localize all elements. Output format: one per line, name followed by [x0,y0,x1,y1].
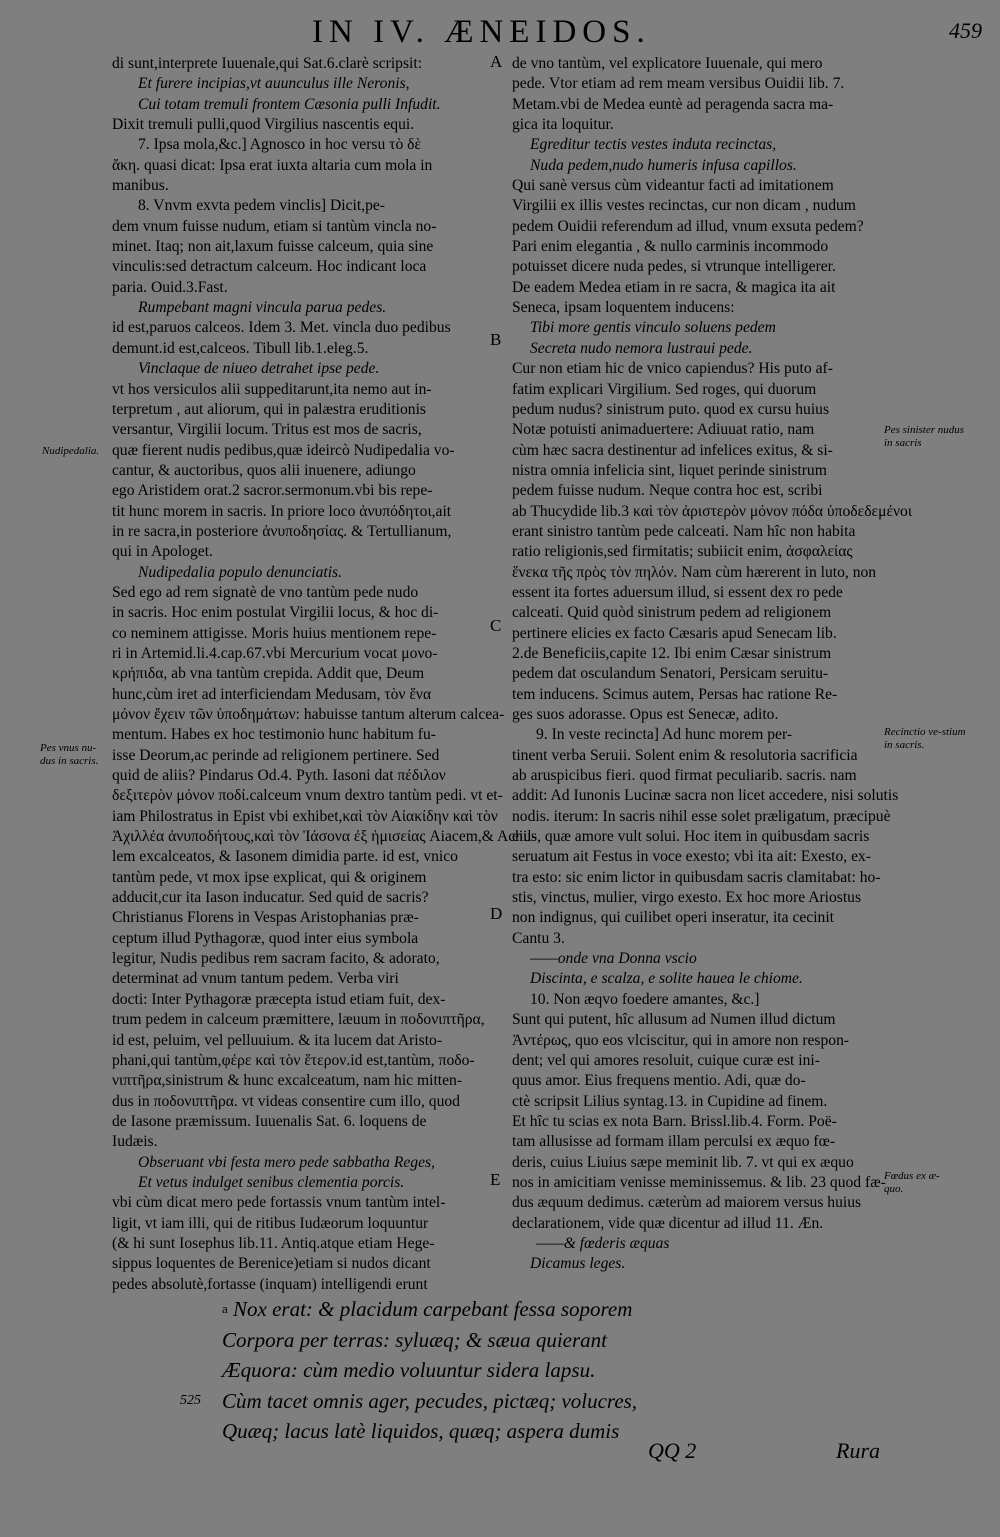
text-line: hunc,cùm iret ad interficiendam Medusam, τὸν ἕνα [112,685,432,703]
text-line: Tibi more gentis vinculo soluens pedem [530,319,776,337]
text-line: Cur non etiam hic de vnico capiendus? His puto af- [512,360,833,378]
text-line: tantùm pede, vt mox ipse explicat, qui & originem [112,868,427,886]
text-line: Egreditur tectis vestes induta recinctas, [530,136,777,154]
text-line: phani,qui tantùm,φέρε καὶ τὸν ἕτερον.id est,tantùm, ποδο- [112,1051,475,1069]
text-line: νιπτῆρα,sinistrum & hunc excalceatum, nam hic mitten- [112,1072,463,1090]
text-line: legitur, Nudis pedibus rem sacram facito, & adorato, [112,950,440,968]
text-line: ab Thucydide lib.3 καὶ τὸν ἀριστερὸν μόνον πόδα ὑποδεδεμένοι [512,502,913,520]
text-line: Et furere incipias,vt auunculus ille Neronis, [138,75,410,93]
text-line: cùm hæc sacra destinentur ad infelices exitus, & si- [512,441,833,459]
text-line: lem excalceatos, & Iasonem dimidia parte. id est, vnico [112,848,458,866]
footnote-mark: a [222,1301,228,1316]
text-line: 8. Vnvm exvta pedem vinclis] Dicit,pe- [138,197,385,215]
text-line: (& hi sunt Iosephus lib.11. Antiq.atque etiam Hege- [112,1234,435,1252]
text-line: pedem dat osculandum Senatori, Persicam seruitu- [512,665,829,683]
text-line: cantur, & auctoribus, quos alii inuenere, adiungo [112,461,416,479]
text-line: Virgilii ex illis vestes recinctas, cur non dicam , nudum [512,197,856,215]
page-number: 459 [949,18,982,43]
text-line: Cui totam tremuli frontem Cæsonia pulli Infudit. [138,95,441,113]
section-marker-c: C [490,616,502,635]
verse-line: Æquora: cùm medio voluuntur sidera lapsu. [222,1358,596,1382]
catchword: Rura [836,1438,880,1463]
text-line: μόνον ἔχειν τῶν ὑποδημάτων: habuisse tantum alterum calcea- [112,706,505,723]
text-line: declarationem, vide quæ dicentur ad illud 11. Æn. [512,1214,824,1232]
text-line: vinculis:sed detractum calceum. Hoc indicant loca [112,258,427,276]
verse-line: Quæq; lacus latè liquidos, quæq; aspera dumis [222,1419,620,1443]
margin-note-foedus: Fœdus ex æ-quo. [884,1170,940,1195]
verse-line-number: 525 [180,1392,201,1408]
left-column [112,54,537,1295]
text-line: sippus loquentes de Berenice)etiam si nudos dicant [112,1255,431,1273]
text-line: qui in Apologet. [112,543,213,561]
text-line: mentum. Habes ex hoc testimonio hunc habitum fu- [112,726,436,744]
text-line: Qui sanè versus cùm videantur facti ad imitationem [512,177,834,195]
text-line: stis, vinctus, mulier, virgo exesto. Ex hoc more Ariostus [512,889,862,907]
text-line: Notæ potuisti animaduertere: Adiuuat ratio, nam [512,421,815,439]
text-line: de vno tantùm, vel explicatore Iuuenale, qui mero [512,55,823,72]
text-line: Discinta, e scalza, e solite hauea le chiome. [530,970,803,988]
text-line: adducit,cur ita Iason inducatur. Sed quid de sacris? [112,889,429,907]
text-line: Sunt qui putent, hîc allusum ad Numen illud dictum [512,1011,836,1029]
margin-note-pes-vnus: Pes vnus nu-dus in sacris. [40,742,99,767]
text-line: tinent verba Seruii. Solent enim & resolutoria sacrificia [512,746,858,764]
text-line: Cantu 3. [512,929,565,947]
text-line: Ἀχιλλέα ἀνυποδήτους,καὶ τὸν Ἰάσονα ἐξ ἡμισείας Aiacem,& Achil- [112,828,537,846]
text-line: ligit, vt iam illi, qui de ritibus Iudæorum loquuntur [112,1214,429,1232]
text-line: pedes absolutè,fortasse (inquam) intelligendi erunt [112,1275,428,1293]
text-line: Nuda pedem,nudo humeris infusa capillos. [530,156,797,174]
text-line: versantur, Virgilii locum. Tritus est mos de sacris, [112,421,422,439]
text-line: gica ita loquitur. [512,116,614,134]
text-line: dent; vel qui amores resoluit, cuique curæ est ini- [512,1051,820,1069]
text-line: Christianus Florens in Vespas Aristophanias præ- [112,909,419,927]
text-line: 2.de Beneficiis,capite 12. Ibi enim Cæsar sinistrum [512,644,832,662]
text-line: terpretum , aut aliorum, qui in palæstra eruditionis [112,400,426,418]
text-line: ἄκη. quasi dicat: Ipsa erat iuxta altaria cum mola in [112,156,433,174]
signature-mark: QQ 2 [648,1438,697,1463]
text-line: Et vetus indulget senibus clementia porcis. [138,1173,405,1191]
margin-note-pes-sinister: Pes sinister nudus in sacris [884,424,965,449]
margin-note-nudipedalia: Nudipedalia. [42,445,100,457]
text-line: non indignus, qui cuilibet operi inseratur, ita cecinit [512,909,835,927]
text-line: Iudæis. [112,1133,158,1151]
text-line: Vinclaque de niueo detrahet ipse pede. [138,360,380,378]
text-line: Obseruant vbi festa mero pede sabbatha Reges, [138,1153,435,1171]
text-line: erant sinistro tantùm pede calceati. Nam hîc non habita [512,522,856,540]
text-line: ——& fœderis æquas [536,1234,670,1252]
text-line: ἕνεκα τῆς πρὸς τὸν πηλόν. Nam cùm hærerent in luto, non [512,563,877,581]
text-line: demunt.id est,calceos. Tibull lib.1.eleg.5. [112,339,369,357]
text-line: tra esto: sic enim lictor in quibusdam sacris clamitabat: ho- [512,868,881,886]
text-line: nodis. iterum: In sacris nihil esse solet præligatum, præcipuè [512,807,891,825]
section-marker-d: D [490,904,503,923]
text-line: Pari enim elegantia , & nullo carminis incommodo [512,238,829,256]
text-line: di sunt,interprete Iuuenale,qui Sat.6.clarè scripsit: [112,55,423,72]
text-line: seruatum ait Festus in voce exesto; vbi ita ait: Exesto, ex- [512,848,872,866]
text-line: pedem Ouidii referendum ad illud, vnum exsuta pedem? [512,217,864,235]
text-line: quus amor. Eius frequens mentio. Adi, quæ do- [512,1072,806,1090]
text-line: dus in ποδονιπτῆρα. vt videas consentire cum illo, quod [112,1092,460,1110]
text-line: minet. Itaq; non ait,laxum fuisse calceum, quia sine [112,238,434,256]
text-line: tem inducens. Scimus autem, Persas hac ratione Re- [512,685,838,703]
text-line: in sacris. Hoc enim postulat Virgilii locus, & hoc di- [112,604,439,622]
text-line: calceati. Quid quòd sinistrum pedem ad religionem [512,604,832,622]
text-line: 9. In veste recincta] Ad hunc morem per- [536,726,793,744]
text-line: ratio religionis,sed firmitatis; subiicit enim, ἀσφαλείας [512,543,853,561]
running-title: IN IV. ÆNEIDOS. [312,14,651,50]
text-line: isse Deorum,ac perinde ad religionem pertinere. Sed [112,746,440,764]
text-line: paria. Ouid.3.Fast. [112,278,228,296]
text-line: 7. Ipsa mola,&c.] Agnosco in hoc versu τὸ δὲ [138,136,422,154]
text-line: pertinere elicies ex facto Cæsaris apud Senecam lib. [512,624,837,642]
verse-line: 525 Cùm tacet omnis ager, pecudes, pictæq; volucres, [222,1386,637,1417]
text-line: in re sacra,in posteriore ἀνυποδησίας. & Tertullianum, [112,522,452,540]
verse-line: Corpora per terras: syluæq; & sæua quierant [222,1327,608,1352]
section-marker-b: B [490,330,502,349]
text-line: addit: Ad Iunonis Lucinæ sacra non licet accedere, nisi solutis [512,787,899,805]
text-line: iam Philostratus in Epist vbi exhibet,καὶ τὸν Αἰακίδην καὶ τὸν [112,807,498,825]
text-line: pedem fuisse nudum. Neque contra hoc est, scribi [512,482,823,500]
text-line: essent ita fortes aduersum illud, si essent dex ro pede [512,583,843,601]
section-marker-a: A [490,52,503,71]
text-line: Et hîc tu scias ex nota Barn. Brissl.lib.4. Form. Poë- [512,1112,837,1130]
text-line: id est,paruos calceos. Idem 3. Met. vincla duo pedibus [112,319,451,337]
text-line: ego Aristidem orat.2 sacror.sermonum.vbi bis repe- [112,482,433,500]
text-line: pede. Vtor etiam ad rem meam versibus Ouidii lib. 7. [512,75,845,93]
text-line: quid de aliis? Pindarus Od.4. Pyth. Iasoni dat πέδιλον [112,767,446,785]
text-line: ceptum illud Pythagoræ, quod inter eius symbola [112,929,419,947]
text-line: eius, quæ amore vult solui. Hoc item in quibusdam sacris [512,828,870,846]
text-line: id est, peluim, vel pelluuium. & ita lucem dat Aristo- [112,1031,443,1049]
text-line: tam allusisse ad formam illam perculsi ex æquo fœ- [512,1133,836,1151]
text-line: ges suos adorasse. Opus est Senecæ, adito. [512,706,779,723]
margin-note-recinctio: Recinctio ve-stium in sacris. [884,726,966,751]
text-line: co neminem attigisse. Moris huius mentionem repe- [112,624,437,642]
text-line: κρήπιδα, ab vna tantùm crepida. Addit que, Deum [112,665,425,683]
text-line: determinat ad vnum tantum pedem. Verba viri [112,970,399,988]
page-header [0,14,1000,54]
text-line: Metam.vbi de Medea euntè ad peragenda sacra ma- [512,95,834,113]
text-line: 10. Non æqvo foedere amantes, &c.] [530,990,760,1008]
text-line: Ἀντέρως, quo eos vlciscitur, qui in amore non respon- [512,1031,850,1049]
text-line: Secreta nudo nemora lustraui pede. [530,339,753,357]
text-line: vbi cùm dicat mero pede fortassis vnum tantùm intel- [112,1194,446,1212]
text-line: potuisset dicere nuda pedes, si vtrunque intelligerer. [512,258,836,276]
text-line: Rumpebant magni vincula parua pedes. [138,299,387,317]
text-line: ctè scripsit Lilius syntag.13. in Cupidine ad finem. [512,1092,828,1110]
text-line: nistra omnia infelicia sint, liquet perinde sinistrum [512,461,827,479]
text-line: nos in amicitiam venisse meminissemus. & lib. 23 quod fæ- [512,1173,886,1191]
text-line: tit hunc morem in sacris. In priore loco ἀνυπόδητοι,ait [112,502,452,520]
text-line: δεξιτερὸν μόνον ποδί.calceum vnum dextro tantùm pedi. vt et- [112,787,503,805]
text-line: ri in Artemid.li.4.cap.67.vbi Mercurium vocat μονο- [112,644,438,662]
verse-line: $^a$ Nox erat: & placidum carpebant fessa soporem [222,1297,633,1321]
text-line: Dicamus leges. [530,1255,626,1273]
virgil-verse-block [180,1294,638,1447]
text-line: ab aruspicibus fieri. quod firmat peculiarib. sacris. nam [512,767,857,785]
text-line: trum pedem in calceum præmittere, læuum in ποδονιπτῆρα, [112,1011,485,1029]
text-line: quæ fierent nudis pedibus,quæ ideircò Nudipedalia vo- [112,441,455,459]
text-line: deris, cuius Liuius sæpe meminit lib. 7. vt qui ex æquo [512,1153,854,1171]
text-line: ——onde vna Donna vscio [530,950,697,968]
text-line: fatim explicari Virgilium. Sed roges, qui duorum [512,380,817,398]
text-line: dem vnum fuisse nudum, etiam si tantùm vincla no- [112,217,437,235]
text-line: Sed ego ad rem signatè de vno tantùm pede nudo [112,583,419,601]
text-line: docti: Inter Pythagoræ præcepta istud etiam fuit, dex- [112,990,446,1008]
section-marker-e: E [490,1170,501,1189]
text-line: pedum nudus? sinistrum puto. quod ex cursu huius [512,400,830,418]
text-line: Dixit tremuli pulli,quod Virgilius nascentis equi. [112,116,415,134]
text-line: Nudipedalia populo denunciatis. [138,563,343,581]
text-line: Seneca, ipsam loquentem inducens: [512,299,735,317]
text-line: De eadem Medea etiam in re sacra, & magica ita ait [512,278,836,296]
text-line: manibus. [112,177,169,195]
text-line: dus æquum dedimus. cæterùm ad maiorem versus huius [512,1194,862,1212]
text-line: de Iasone præmissum. Iuuenalis Sat. 6. loquens de [112,1112,427,1130]
text-line: vt hos versiculos alii suppeditarunt,ita nemo aut in- [112,380,432,398]
